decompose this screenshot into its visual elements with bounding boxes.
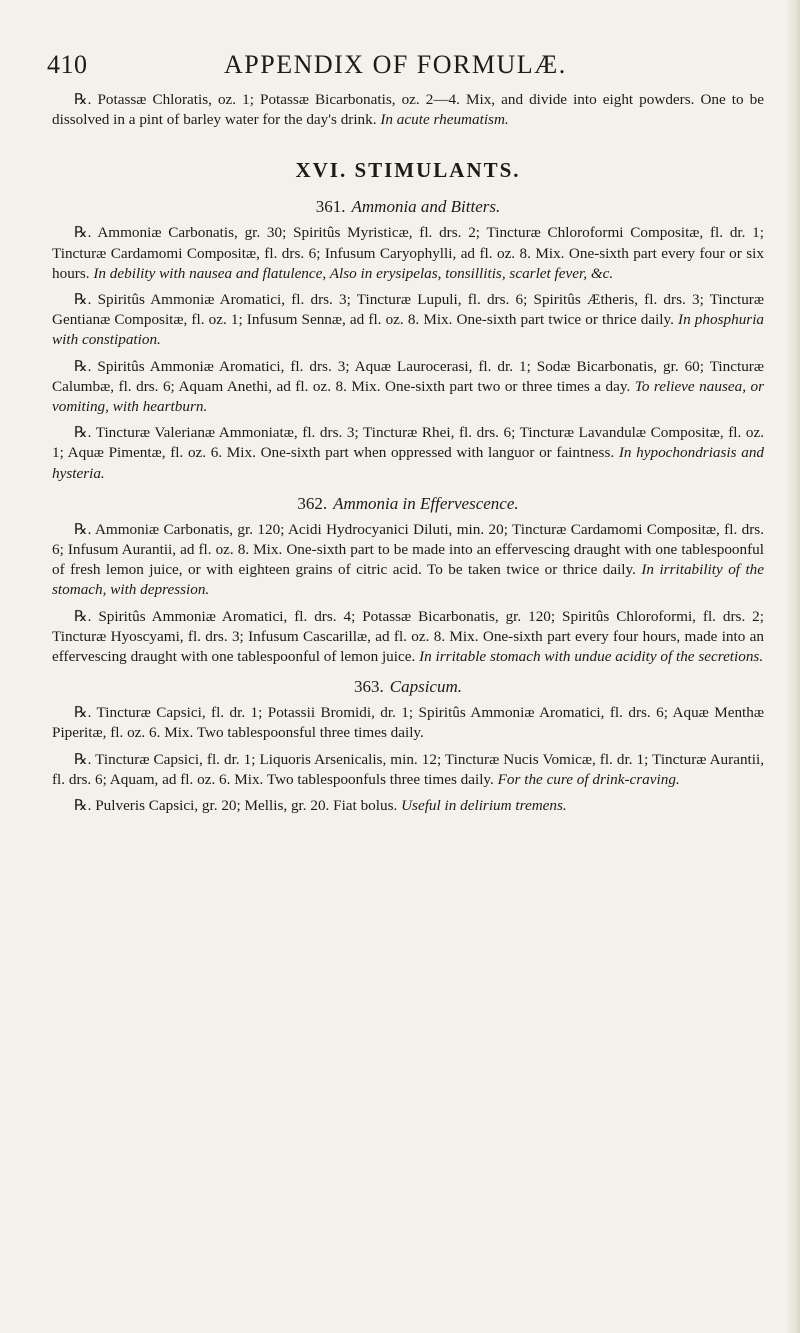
recipe-note: Useful in delirium tremens.: [401, 797, 567, 815]
recipe-paragraph: [52, 290, 764, 351]
page-number: 410: [47, 50, 88, 79]
recipe-paragraph: [52, 796, 764, 816]
recipe-paragraph: [52, 357, 764, 418]
recipe-text: ℞. Tincturæ Capsici, fl. dr. 1; Potassii Bromidi, dr. 1; Spiritûs Ammoniæ Aromatici, fl. drs. 6; Aquæ Menthæ Piperitæ, fl. oz. 6. Mix. Two tablespoonsful three times daily.: [52, 704, 764, 742]
recipe-note: In irritable stomach with undue acidity of the secretions.: [419, 648, 764, 666]
subsection-name: Capsicum.: [389, 677, 462, 697]
recipe-paragraph: [52, 423, 764, 484]
recipe-text: ℞. Spiritûs Ammoniæ Aromatici, fl. drs. 3; Aquæ Laurocerasi, fl. dr. 1; Sodæ Bicarbonatis, gr. 60; Tincturæ Calumbæ, fl. drs. 6; Aquam Anethi, ad fl. oz. 8. Mix. One-sixth part two or three times a day.: [52, 357, 764, 395]
recipe-note: In debility with nausea and flatulence, Also in erysipelas, tonsillitis, scarlet fever, &c.: [93, 264, 614, 282]
subsection-number: 363.: [354, 677, 384, 697]
recipe-text: ℞. Ammoniæ Carbonatis, gr. 30; Spiritûs Myristicæ, fl. drs. 2; Tincturæ Chloroformi Compositæ, fl. dr. 1; Tincturæ Cardamomi Compositæ, fl. drs. 6; Infusum Caryophylli, ad fl. oz. 8. Mix. One-sixth part every four or six hours.: [52, 224, 764, 282]
recipe-text: ℞. Tincturæ Capsici, fl. dr. 1; Liquoris Arsenicalis, min. 12; Tincturæ Nucis Vomicæ, fl. dr. 1; Tincturæ Aurantii, fl. drs. 6; Aquam, ad fl. oz. 6. Mix. Two tablespoonfuls three times daily.: [52, 750, 764, 788]
recipe-paragraph: [52, 520, 764, 601]
recipe-paragraph: [52, 90, 764, 130]
subsection-number: 361.: [315, 197, 346, 217]
subsection-heading: [52, 197, 764, 217]
recipe-text: ℞. Potassæ Chloratis, oz. 1; Potassæ Bicarbonatis, oz. 2—4. Mix, and divide into eight powders. One to be dissolved in a pint of barley water for the day's drink.: [52, 91, 764, 129]
subsection-name: Ammonia and Bitters.: [351, 197, 501, 217]
running-title: APPENDIX OF FORMULÆ.: [224, 50, 567, 79]
subsection-heading: [52, 494, 764, 514]
recipe-note: In acute rheumatism.: [380, 111, 509, 129]
subsection-heading: [52, 677, 764, 697]
subsection-number: 362.: [297, 493, 328, 513]
recipe-note: In hypochondriasis and hysteria.: [52, 444, 765, 482]
recipe-paragraph: [52, 607, 764, 668]
page-edge: [786, 0, 800, 1333]
subsection-name: Ammonia in Effervescence.: [333, 493, 519, 513]
recipe-note: In irritability of the stomach, with depression.: [52, 561, 764, 599]
recipe-note: In phosphuria with constipation.: [52, 311, 765, 349]
recipe-text: ℞. Spiritûs Ammoniæ Aromatici, fl. drs. 4; Potassæ Bicarbonatis, gr. 120; Spiritûs Chloroformi, fl. drs. 2; Tincturæ Hyoscyami, fl. drs. 3; Infusum Cascarillæ, ad fl. oz. 8. Mix. One-sixth part every four hours, made into an effervescing draught with one tablespoonful of lemon juice.: [52, 607, 764, 666]
page-body: [52, 90, 764, 822]
recipe-text: ℞. Spiritûs Ammoniæ Aromatici, fl. drs. 3; Tincturæ Lupuli, fl. drs. 6; Spiritûs Ætheris, fl. drs. 3; Tincturæ Gentianæ Compositæ, fl. oz. 1; Infusum Sennæ, ad fl. oz. 8. Mix. One-sixth part twice or thrice daily.: [52, 291, 764, 329]
recipe-paragraph: [52, 703, 764, 743]
section-title: XVI. STIMULANTS.: [295, 158, 521, 183]
recipe-note: For the cure of drink-craving.: [497, 770, 680, 788]
recipe-paragraph: [52, 223, 764, 284]
recipe-paragraph: [52, 750, 764, 790]
recipe-text: ℞. Pulveris Capsici, gr. 20; Mellis, gr. 20. Fiat bolus.: [74, 797, 398, 815]
recipe-note: To relieve nausea, or vomiting, with heartburn.: [52, 377, 765, 416]
page-header: [47, 50, 752, 80]
recipe-text: ℞. Tincturæ Valerianæ Ammoniatæ, fl. drs. 3; Tincturæ Rhei, fl. drs. 6; Tincturæ Lavandulæ Compositæ, fl. oz. 1; Aquæ Pimentæ, fl. oz. 6. Mix. One-sixth part when oppressed with languor or faintness.: [52, 424, 764, 462]
recipe-text: ℞. Ammoniæ Carbonatis, gr. 120; Acidi Hydrocyanici Diluti, min. 20; Tincturæ Cardamomi Compositæ, fl. drs. 6; Infusum Aurantii, ad fl. oz. 8. Mix. One-sixth part to be made into an effervescing draught with one tablespoonful of fresh lemon juice, or with eighteen grains of citric acid. To be taken twice or thrice daily.: [52, 520, 764, 579]
